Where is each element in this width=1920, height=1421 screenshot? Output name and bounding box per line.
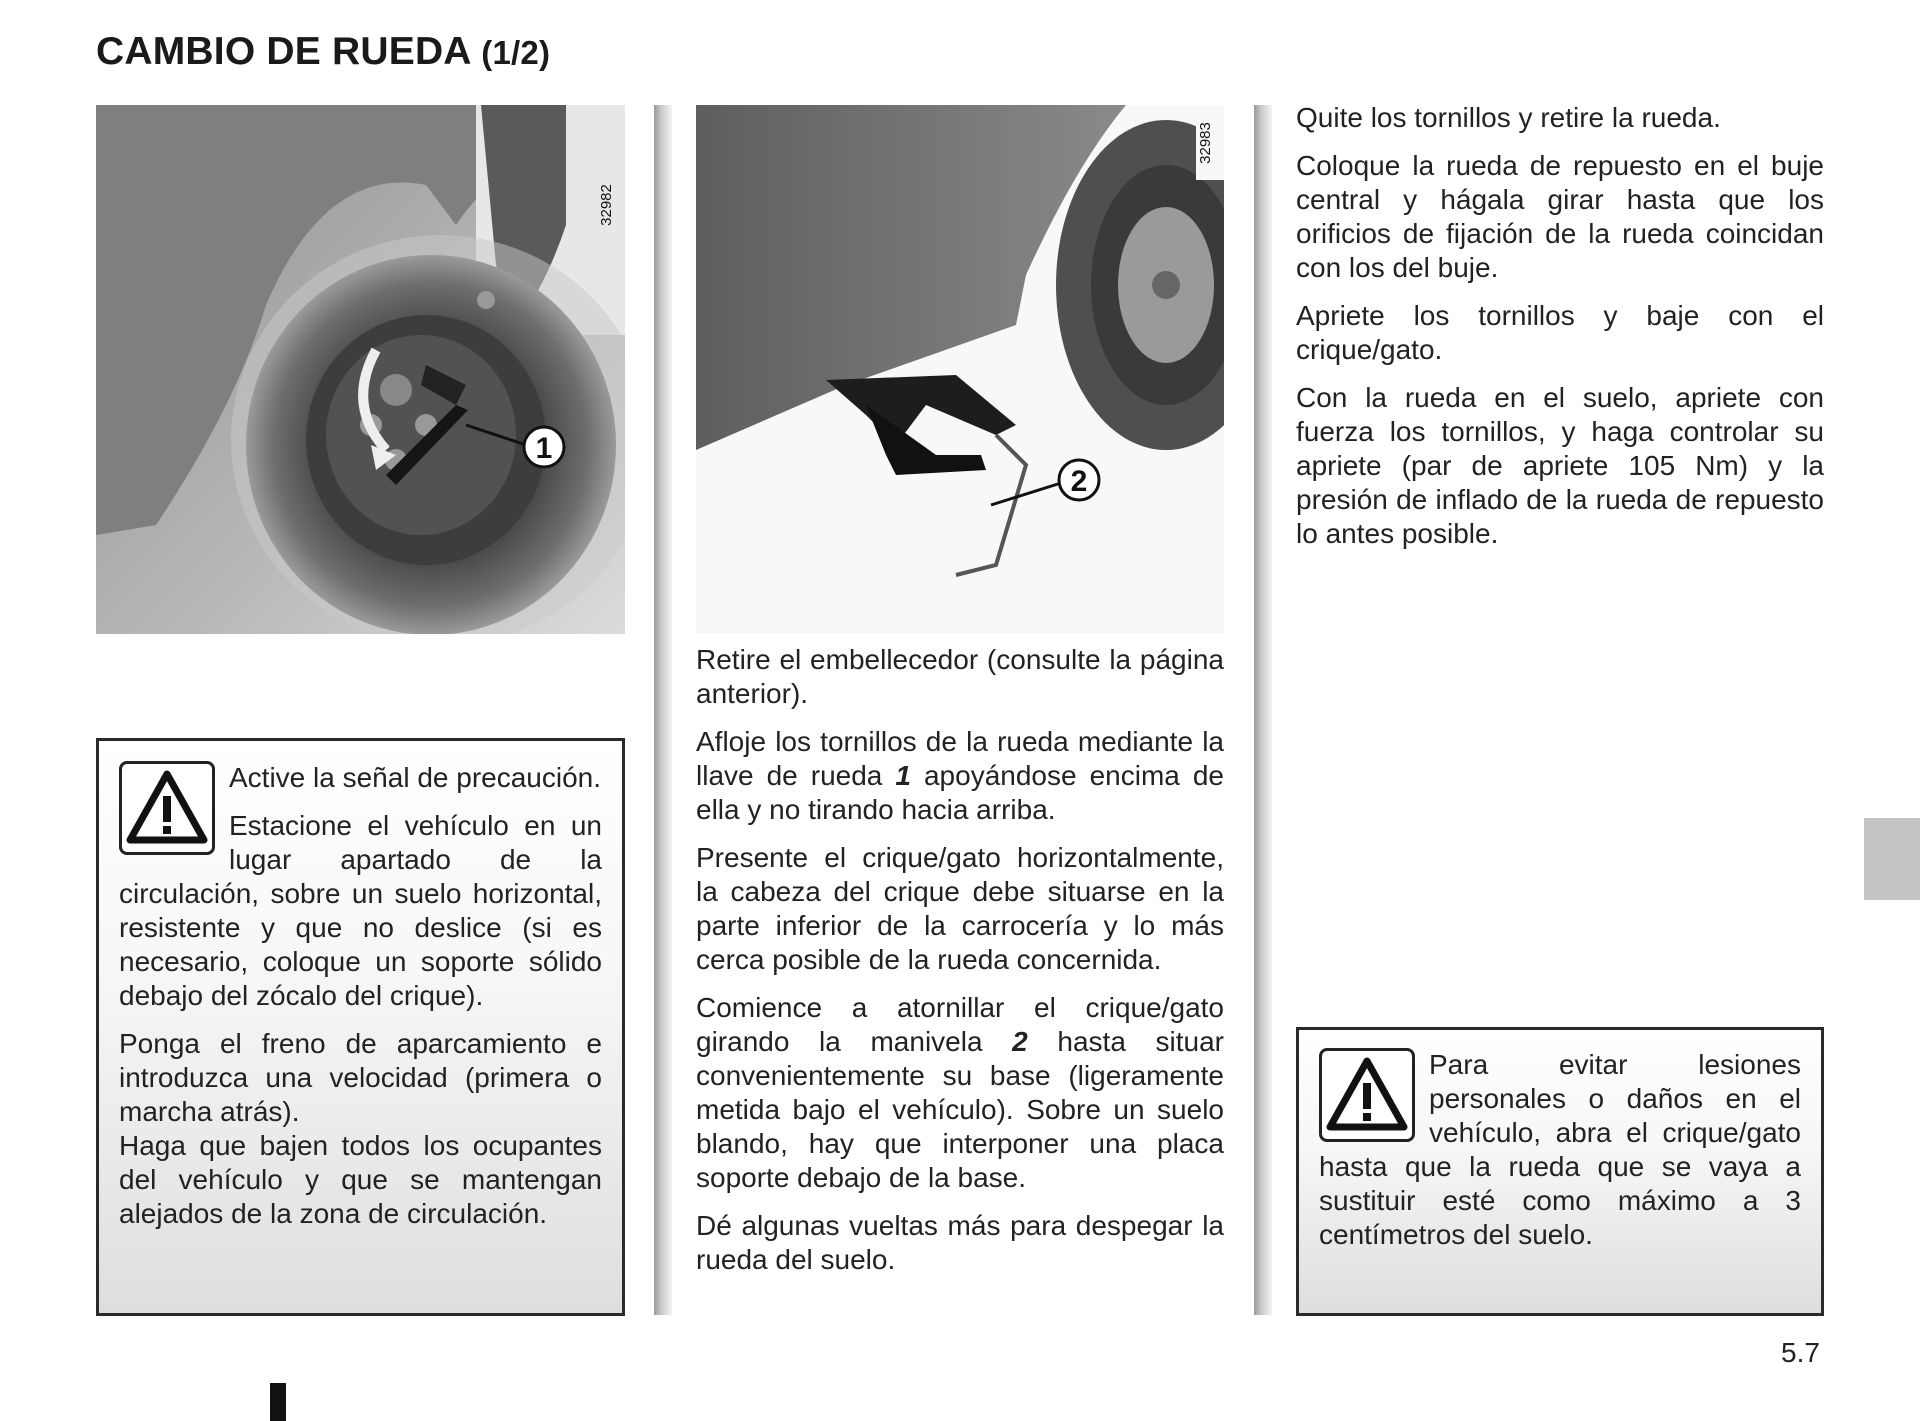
warning-box-right bbox=[1296, 1027, 1824, 1316]
middle-paragraph-5: Dé algunas vueltas más para despegar la rueda del suelo. bbox=[696, 1210, 1224, 1275]
figure2-reference: 32983 bbox=[1197, 122, 1214, 164]
page-title-suffix: (1/2) bbox=[481, 34, 551, 71]
page-number: 5.7 bbox=[1781, 1337, 1820, 1368]
warning-left-paragraph-4: Haga que bajen todos los ocupantes del vehículo y que se mantengan alejados de la zona de circulación. bbox=[119, 1130, 602, 1229]
figure1-callout: 1 bbox=[535, 432, 553, 465]
warning-triangle-icon bbox=[1319, 1048, 1415, 1142]
middle-paragraph-4: Comience a atornillar el crique/gato girando la manivela 2 hasta situar convenientemente su base (ligeramente metida bajo el vehículo). Sobre un suelo blando, hay que interponer una placa soporte debajo de la base. bbox=[696, 992, 1224, 1193]
right-paragraph-3: Apriete los tornillos y baje con el crique/gato. bbox=[1296, 300, 1824, 365]
crank-reference: 2 bbox=[1012, 1026, 1028, 1057]
page-title: CAMBIO DE RUEDA (1/2) bbox=[96, 30, 551, 73]
warning-right-text: Para evitar lesiones personales o daños en el vehículo, abra el crique/gato hasta que la rueda que se vaya a sustituir esté como máximo a 3 centímetros del suelo. bbox=[1319, 1049, 1801, 1250]
column-separator-right bbox=[1254, 105, 1272, 1315]
figure-jack bbox=[696, 105, 1224, 633]
column-separator-left bbox=[654, 105, 672, 1315]
warning-triangle-icon bbox=[119, 761, 215, 855]
warning-left-paragraph-2: Estacione el vehículo en un lugar apartado de la circulación, sobre un suelo horizontal, resistente y que no deslice (si es necesario, coloque un soporte sólido debajo del zócalo del crique). bbox=[119, 810, 602, 1011]
middle-paragraph-2: Afloje los tornillos de la rueda mediante la llave de rueda 1 apoyándose encima de ella y no tirando hacia arriba. bbox=[696, 726, 1224, 825]
right-paragraph-2: Coloque la rueda de repuesto en el buje central y hágala girar hasta que los orificios de fijación de la rueda coincidan con los del buje. bbox=[1296, 150, 1824, 283]
warning-box-left bbox=[96, 738, 625, 1316]
warning-left-paragraph-1: Active la señal de precaución. bbox=[229, 762, 601, 793]
middle-paragraph-3: Presente el crique/gato horizontalmente, la cabeza del crique debe situarse en la parte inferior de la carrocería y lo más cerca posible de la rueda concernida. bbox=[696, 842, 1224, 975]
wrench-reference: 1 bbox=[895, 760, 911, 791]
middle-paragraph-1: Retire el embellecedor (consulte la página anterior). bbox=[696, 644, 1224, 709]
middle-column-text bbox=[696, 643, 1224, 1291]
right-column-text bbox=[1296, 101, 1824, 565]
section-thumb-tab bbox=[1864, 818, 1920, 900]
figure1-reference: 32982 bbox=[598, 184, 615, 226]
figure-wheel-wrench bbox=[96, 105, 625, 634]
warning-left-paragraph-3: Ponga el freno de aparcamiento e introduzca una velocidad (primera o marcha atrás). bbox=[119, 1028, 602, 1127]
right-paragraph-1: Quite los tornillos y retire la rueda. bbox=[1296, 102, 1721, 133]
crop-mark bbox=[270, 1383, 286, 1421]
right-paragraph-4: Con la rueda en el suelo, apriete con fuerza los tornillos, y haga controlar su apriete (par de apriete 105 Nm) y la presión de inflado de la rueda de repuesto lo antes posible. bbox=[1296, 382, 1824, 549]
figure2-callout: 2 bbox=[1070, 465, 1088, 498]
